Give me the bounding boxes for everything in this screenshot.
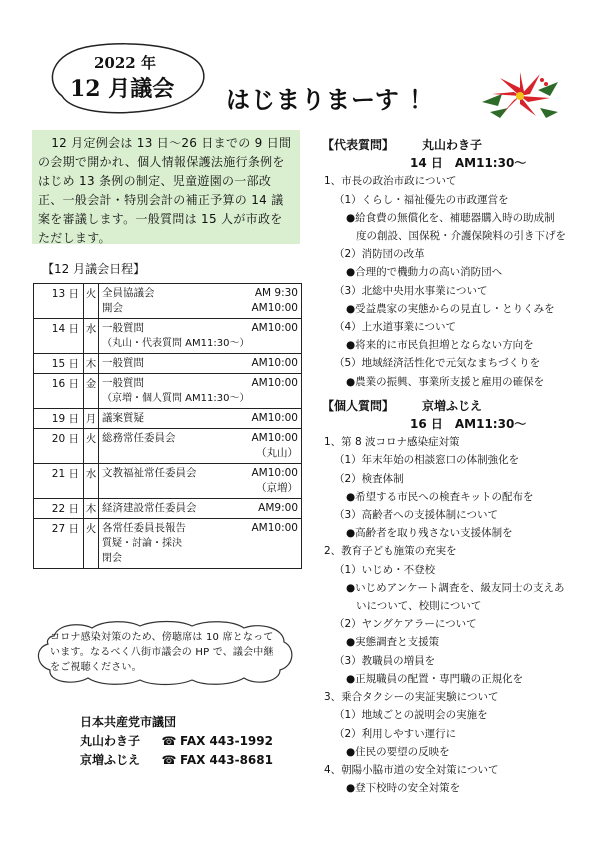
rep-question-list xyxy=(322,172,584,390)
event-title: 経済建設常任委員会 xyxy=(102,502,197,514)
event-title: 総務常任委員会 xyxy=(102,432,176,444)
ind-question-time: 16 日 AM11:30～ xyxy=(410,417,527,432)
question-item: ●希望する市民への検査キットの配布を xyxy=(346,490,534,503)
schedule-events xyxy=(99,374,302,409)
schedule-event xyxy=(102,286,298,301)
schedule-row xyxy=(34,409,302,429)
event-title: 開会 xyxy=(102,302,123,314)
schedule-weekday: 火 xyxy=(84,519,99,569)
question-item: ●農業の振興、事業所支援と雇用の確保を xyxy=(346,375,545,388)
question-item: ●登下校時の安全対策を xyxy=(346,782,461,795)
event-title: （京増・個人質問 AM11:30～） xyxy=(102,393,250,404)
event-time: AM10:00 xyxy=(251,522,298,534)
question-item: （2）利用しやすい運行に xyxy=(334,727,457,740)
event-time: AM10:00 xyxy=(251,412,298,424)
schedule-day: 16 日 xyxy=(34,374,84,409)
schedule-event xyxy=(102,521,298,536)
question-item: 4、朝陽小脇市道の安全対策について xyxy=(324,763,499,776)
contact-row xyxy=(80,751,273,770)
schedule-events xyxy=(99,519,302,569)
question-item: （3）高齢者への支援体制について xyxy=(334,509,498,522)
ind-question-name: 京増ふじえ xyxy=(422,398,483,413)
member-name: 京増ふじえ xyxy=(80,753,141,767)
event-title: （丸山・代表質問 AM11:30～） xyxy=(102,338,250,349)
schedule-day: 14 日 xyxy=(34,319,84,354)
question-item: 3、乗合タクシーの実証実験について xyxy=(324,691,499,704)
schedule-event xyxy=(102,411,298,426)
event-title: 一般質問 xyxy=(102,377,144,389)
contact-block xyxy=(80,713,273,770)
schedule-day: 21 日 xyxy=(34,464,84,499)
schedule-day: 13 日 xyxy=(34,284,84,319)
event-title: 文教福祉常任委員会 xyxy=(102,467,197,479)
question-item: ●正規職員の配置・専門職の正規化を xyxy=(346,672,524,685)
title-session: 12 月議会 xyxy=(70,76,175,102)
question-item: 度の創設、国保税・介護保険料の引き下げを xyxy=(356,230,566,243)
schedule-events xyxy=(99,464,302,499)
schedule-row xyxy=(34,319,302,354)
schedule-event xyxy=(102,376,298,391)
question-item: ●給食費の無償化を、補聴器購入時の助成制 xyxy=(346,211,555,224)
covid-notice: コロナ感染対策のため、傍聴席は 10 席となっています。なるべく八街市議会の HP で、議会中継をご視聴ください。 xyxy=(50,632,274,673)
question-item: （1）くらし・福祉優先の市政運営を xyxy=(334,193,509,206)
question-item: いについて、校則について xyxy=(356,600,482,613)
schedule-events xyxy=(99,499,302,519)
page-title: はじまりまーす ！ xyxy=(226,86,435,114)
question-item: （5）地域経済活性化で元気なまちづくりを xyxy=(334,357,541,370)
event-title: 一般質問 xyxy=(102,322,144,334)
event-title: 閉会 xyxy=(102,553,122,564)
ind-question-header xyxy=(322,397,584,415)
event-time: AM10:00 xyxy=(251,302,298,314)
event-time: AM 9:30 xyxy=(254,287,298,299)
rep-question-name: 丸山わき子 xyxy=(422,138,483,152)
question-item: （3）北総中央用水事業について xyxy=(334,284,488,297)
question-item: 1、第 8 波コロナ感染症対策 xyxy=(324,436,460,449)
schedule-weekday: 火 xyxy=(84,429,99,464)
schedule-weekday: 火 xyxy=(84,284,99,319)
schedule-day: 27 日 xyxy=(34,519,84,569)
schedule-events xyxy=(99,319,302,354)
schedule-table xyxy=(33,283,302,569)
rep-question-label: 【代表質問】 xyxy=(322,138,395,152)
poinsettia-icon xyxy=(480,68,560,120)
schedule-heading: 【12 月議会日程】 xyxy=(42,262,146,276)
schedule-row xyxy=(34,429,302,464)
event-time: AM10:00 xyxy=(251,432,298,444)
event-time: AM9:00 xyxy=(258,502,298,514)
schedule-day: 19 日 xyxy=(34,409,84,429)
schedule-weekday: 水 xyxy=(84,464,99,499)
schedule-event xyxy=(102,551,298,566)
schedule-weekday: 水 xyxy=(84,319,99,354)
question-item: （1）年末年始の相談窓口の体制強化を xyxy=(334,454,520,467)
event-time: （丸山） xyxy=(256,447,298,459)
schedule-event xyxy=(102,446,298,461)
question-item: ●受益農家の実態からの見直し・とりくみを xyxy=(346,302,555,315)
question-item: ●住民の要望の反映を xyxy=(346,745,450,758)
event-title: 各常任委員長報告 xyxy=(102,522,186,534)
schedule-event xyxy=(102,391,298,406)
schedule-row xyxy=(34,284,302,319)
schedule-day: 20 日 xyxy=(34,429,84,464)
schedule-event xyxy=(102,466,298,481)
event-time: （京増） xyxy=(256,482,298,494)
schedule-event xyxy=(102,321,298,336)
question-item: （1）地域ごとの説明会の実施を xyxy=(334,709,488,722)
schedule-row xyxy=(34,354,302,374)
question-item: ●いじめアンケート調査を、級友同士の支えあ xyxy=(346,581,565,594)
question-item: （2）消防団の改革 xyxy=(334,248,425,261)
schedule-row xyxy=(34,374,302,409)
schedule-weekday: 木 xyxy=(84,354,99,374)
question-item: 2、教育子ども施策の充実を xyxy=(324,545,457,558)
question-item: （1）いじめ・不登校 xyxy=(334,563,436,576)
schedule-event xyxy=(102,501,298,516)
question-item: ●実態調査と支援策 xyxy=(346,636,440,649)
member-name: 丸山わき子 xyxy=(80,734,141,748)
question-item: ●高齢者を取り残さない支援体制を xyxy=(346,527,513,540)
schedule-weekday: 月 xyxy=(84,409,99,429)
questions-column xyxy=(322,136,584,797)
event-time: AM10:00 xyxy=(251,357,298,369)
schedule-event xyxy=(102,301,298,316)
rep-question-header xyxy=(322,136,584,154)
event-title: 議案質疑 xyxy=(102,412,144,424)
ind-question-label: 【個人質問】 xyxy=(322,398,395,413)
event-title: 質疑・討論・採決 xyxy=(102,538,182,549)
ind-question-list xyxy=(322,433,584,797)
schedule-day: 15 日 xyxy=(34,354,84,374)
phone-icon: ☎ xyxy=(161,753,177,767)
schedule-event xyxy=(102,536,298,551)
question-item: （2）検査体制 xyxy=(334,472,404,485)
contact-row xyxy=(80,732,273,751)
intro-text: 12 月定例会は 13 日～26 日までの 9 日間の会期で開かれ、個人情報保護法施行条例をはじめ 13 条例の制定、児童遊園の一部改正、一般会計・特別会計の補正予算の 14 議案を審議します。一般質問は 15 人が市政をただします。 xyxy=(32,130,300,244)
event-time: AM10:00 xyxy=(251,377,298,389)
phone-icon: ☎ xyxy=(161,734,177,748)
fax-number: FAX 443-1992 xyxy=(180,734,273,748)
fax-number: FAX 443-8681 xyxy=(180,753,273,767)
schedule-events xyxy=(99,429,302,464)
schedule-event xyxy=(102,481,298,496)
rep-question-time: 14 日 AM11:30～ xyxy=(410,156,527,171)
schedule-events xyxy=(99,409,302,429)
schedule-row xyxy=(34,499,302,519)
question-item: ●将来的に市民負担増とならない方向を xyxy=(346,339,534,352)
schedule-row xyxy=(34,464,302,499)
question-item: （3）教職員の増員を xyxy=(334,654,436,667)
question-item: （4）上水道事業について xyxy=(334,321,456,334)
org-name: 日本共産党市議団 xyxy=(80,715,177,729)
event-time: AM10:00 xyxy=(251,467,298,479)
event-title: 一般質問 xyxy=(102,357,144,369)
event-time: AM10:00 xyxy=(251,322,298,334)
question-item: 1、市長の政治市政について xyxy=(324,175,457,188)
event-title: 全員協議会 xyxy=(102,287,155,299)
schedule-row xyxy=(34,519,302,569)
question-item: （2）ヤングケアラーについて xyxy=(334,618,477,631)
schedule-weekday: 金 xyxy=(84,374,99,409)
schedule-event xyxy=(102,356,298,371)
title-year: 2022 年 xyxy=(94,54,156,72)
schedule-event xyxy=(102,431,298,446)
schedule-event xyxy=(102,336,298,351)
schedule-weekday: 木 xyxy=(84,499,99,519)
schedule-events xyxy=(99,284,302,319)
schedule-events xyxy=(99,354,302,374)
schedule-day: 22 日 xyxy=(34,499,84,519)
question-item: ●合理的で機動力の高い消防団へ xyxy=(346,266,503,279)
